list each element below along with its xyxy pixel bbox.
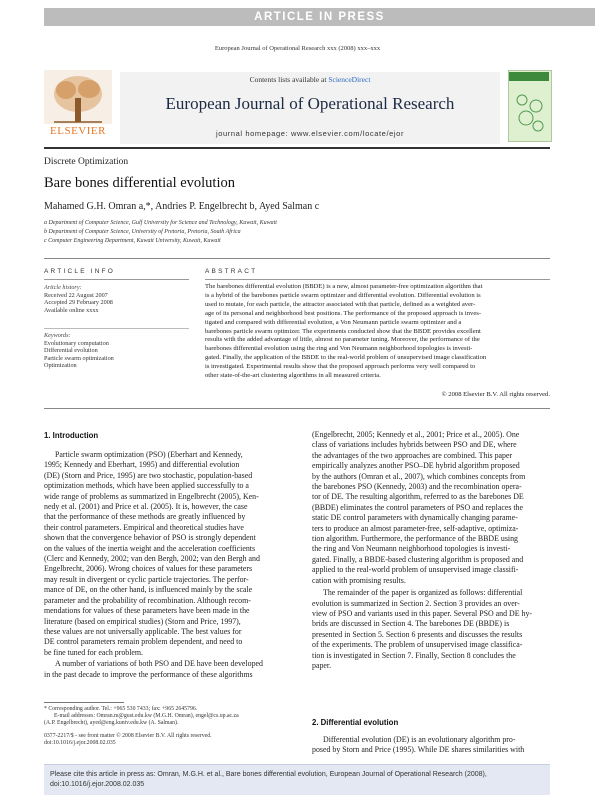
intro-line: in the past decade to improve the performance of these algorithms (44, 669, 253, 679)
abstract-line: barebones particle swarm optimizer. The experiments conducted show that the BBDE provides excellent (205, 327, 481, 335)
abstract-line: other state-of-the-art clustering algorithms in all measured criteria. (205, 372, 381, 380)
right-line: paper. (312, 660, 332, 670)
right-line: the barebones PSO (Kennedy, 2003) and the recombination opera- (312, 482, 522, 492)
email-addresses-cont: (A.P. Engelbrecht), ayed@eng.kuniv.edu.kw (A. Salman). (44, 720, 179, 727)
intro-line: shown that the convergence behavior of PSO is strongly dependent (44, 533, 256, 543)
abstract-line: used to mutate, for each particle, the attractor associated with that particle, defined as a weighted aver- (205, 300, 476, 308)
right-line: evolution is summarized in Section 2. Section 3 provides an over- (312, 598, 520, 608)
history-label: Article history: (44, 284, 82, 291)
citation-doi[interactable]: doi:10.1016/j.ejor.2008.02.035 (50, 781, 145, 788)
intro-line: that the performance of these methods are greatly influenced by (44, 512, 246, 522)
citation-line: Please cite this article in press as: Omran, M.G.H. et al., Bare bones differential evolution, European Journal of Operational Research (2008), (50, 771, 487, 778)
abstract-line: gated. Finally, the application of the BBDE to the real-world problem of unsupervised image classification (205, 354, 487, 362)
affiliation-a: a Department of Computer Science, Gulf University for Science and Technology, Kuwait, Kuwait (44, 220, 277, 226)
right-line: brids are discussed in Section 4. The barebones DE (BBDE) is (312, 619, 510, 629)
intro-line: mance of DE, on the other hand, is influenced mainly by the scale (44, 585, 253, 595)
keywords-rule (44, 328, 189, 329)
abstract-line: is a hybrid of the barebones particle swarm optimizer and differential evolution. Differential evolution is (205, 291, 481, 299)
right-line: cation with promising results. (312, 575, 406, 585)
right-line: empirically analyzes another PSO–DE hybrid algorithm proposed (312, 461, 520, 471)
paper-title: Bare bones differential evolution (44, 175, 235, 191)
right-line: tion algorithm. Furthermore, the performance of the BBDE using (312, 534, 518, 544)
footnote-rule (44, 702, 124, 703)
right-line: static DE control parameters with dynamically changing parame- (312, 513, 518, 523)
intro-line: on the values of the inertia weight and the acceleration coefficients (44, 543, 256, 553)
abstract-line: results with the added advantage of little, almost no parameter tuning. Moreover, the performance of the (205, 336, 480, 344)
keywords-block (44, 332, 114, 370)
copyright-notice: © 2008 Elsevier B.V. All rights reserved. (441, 391, 550, 398)
right-line: tion is investigated in Section 7. Finally, Section 8 concludes the (312, 650, 516, 660)
introduction-heading: 1. Introduction (44, 431, 99, 440)
differential-evolution-heading: 2. Differential evolution (312, 718, 399, 727)
article-info-heading: ARTICLE INFO (44, 268, 116, 275)
sciencedirect-link[interactable]: ScienceDirect (328, 75, 371, 84)
right-line: tor of DE. The resulting algorithm, referred to as the barebones DE (312, 492, 524, 502)
intro-line: parameter and the probability of recombination. Although recom- (44, 595, 251, 605)
right-line: (BBDE) eliminates the control parameters of PSO and replaces the (312, 502, 524, 512)
intro-line: wide range of problems as summarized in Engelbrecht (2005), Ken- (44, 491, 259, 501)
right-line: the ring and Von Neumann neighborhood topologies is investi- (312, 544, 511, 554)
intro-line: 1995; Kennedy and Eberhart, 1995) and differential evolution (44, 460, 240, 470)
intro-line: (DE) (Storn and Price, 1995) are two stochastic, population-based (44, 470, 253, 480)
intro-line: be fine tuned for each problem. (44, 647, 144, 657)
right-line: of the experiments. The problem of unsupervised image classifica- (312, 640, 523, 650)
intro-line: optimization methods, which have been applied successfully to a (44, 481, 249, 491)
contents-line (120, 75, 500, 84)
journal-cover-pattern-icon (512, 88, 546, 136)
keyword-item: Optimization (44, 362, 77, 369)
citation-box (44, 764, 550, 795)
history-accepted: Accepted 29 February 2008 (44, 299, 113, 306)
abstract-line: is investigated. Experimental results show that the proposed approach performs very well compared to (205, 363, 476, 371)
intro-line: literature (based on empirical studies) (Storn and Price, 1997), (44, 616, 241, 626)
intro-line: Particle swarm optimization (PSO) (Eberhart and Kennedy, (55, 450, 243, 459)
right-line: gated. Finally, a BBDE-based clustering algorithm is proposed and (312, 554, 524, 564)
abstract-line: tigated and compared with differential evolution, a Von Neumann particle swarm optimizer and a (205, 318, 462, 326)
affiliation-b: b Department of Computer Science, University of Pretoria, Pretoria, South Africa (44, 229, 241, 235)
doi-line[interactable]: doi:10.1016/j.ejor.2008.02.035 (44, 739, 116, 746)
abstract-line: age of its personal and neighborhood best positions. The performance of the proposed approach is inves- (205, 309, 482, 317)
abstract-text (205, 283, 550, 381)
keyword-item: Evolutionary computation (44, 339, 109, 347)
footnotes (44, 706, 294, 747)
intro-line: (Clerc and Kennedy, 2002; van den Bergh, 2002; van den Bergh and (44, 554, 260, 564)
header-rule (44, 147, 550, 149)
intro-line: Engelbrecht, 2006). Wrong choices of values for these parameters (44, 564, 253, 574)
keyword-item: Particle swarm optimization (44, 354, 114, 362)
intro-line: their control parameters. Empirical and theoretical studies have (44, 522, 244, 532)
intro-line: A number of variations of both PSO and DE have been developed (55, 659, 263, 669)
intro-line: DE control parameters remain problem dependent, and need to (44, 637, 243, 647)
intro-line: these values are not universally applicable. The best values for (44, 626, 242, 636)
right-line: the advantages of the two approaches are combined. This paper (312, 450, 513, 460)
differential-evolution-body (312, 735, 550, 756)
keywords-label: Keywords: (44, 332, 71, 339)
abstract-line: The barebones differential evolution (BBDE) is a new, almost parameter-free optimization algorithm that (205, 283, 483, 290)
history-received: Received 22 August 2007 (44, 291, 108, 299)
email-addresses: E-mail addresses: Omran.m@gust.edu.kw (M.G.H. Omran), engel@cs.up.ac.za (54, 713, 239, 720)
article-history (44, 284, 113, 314)
abstract-rule (205, 279, 550, 280)
article-info-rule (44, 279, 189, 280)
corresponding-author-note: * Corresponding author. Tel.: +965 530 7433; fax: +965 2645796. (44, 706, 198, 712)
right-line: presented in Section 5. Section 6 presents and discusses the results (312, 629, 523, 639)
journal-cover-band (509, 72, 549, 81)
abstract-heading: ABSTRACT (205, 268, 258, 275)
right-line: by the authors (Omran et al., 2007), which combines concepts from (312, 471, 526, 481)
citation-text (44, 765, 550, 790)
issn-line: 0377-2217/$ - see front matter © 2008 Elsevier B.V. All rights reserved. (44, 732, 212, 739)
section-label: Discrete Optimization (44, 157, 129, 167)
issue-line: European Journal of Operational Research xxx (2008) xxx–xxx (214, 45, 381, 52)
right-line: Differential evolution (DE) is an evolutionary algorithm pro- (323, 735, 516, 744)
elsevier-wordmark: ELSEVIER (50, 125, 106, 137)
abstract-bottom-rule (44, 408, 550, 409)
keyword-item: Differential evolution (44, 347, 98, 354)
author-list: Mahamed G.H. Omran a,*, Andries P. Engelbrecht b, Ayed Salman c (44, 201, 320, 212)
intro-line: mendations for values of these parameters have been made in the (44, 606, 250, 616)
affiliation-c: c Computer Engineering Department, Kuwait University, Kuwait, Kuwait (44, 238, 221, 244)
right-line: posed by Storn and Price (1995). While DE shares similarities with (312, 745, 525, 755)
right-column-body (312, 430, 550, 671)
right-line: (Engelbrecht, 2005; Kennedy et al., 2001; Price et al., 2005). One (312, 430, 520, 439)
title-rule (44, 258, 550, 259)
introduction-body (44, 450, 294, 680)
journal-homepage[interactable]: journal homepage: www.elsevier.com/locate/ejor (215, 129, 405, 138)
article-in-press-banner: ARTICLE IN PRESS (44, 8, 595, 26)
right-line: applied to the real-world problem of unsupervised image classifi- (312, 565, 519, 575)
right-line: class of variations includes hybrids between PSO and DE, where (312, 440, 517, 450)
right-line: ters to produce an almost parameter-free, self-adaptive, optimiza- (312, 523, 519, 533)
intro-line: nedy et al. (2001) and Price et al. (2005). It is, however, the case (44, 502, 248, 512)
journal-title: European Journal of Operational Research (165, 94, 455, 113)
right-line: The remainder of the paper is organized as follows: differential (323, 588, 523, 598)
intro-line: may result in divergent or cyclic particle trajectories. The perfor- (44, 574, 249, 584)
contents-prefix: Contents lists available at (249, 75, 329, 84)
right-line: view of PSO and variants used in this paper. Several PSO and DE hy- (312, 608, 533, 618)
history-online: Available online xxxx (44, 306, 99, 314)
abstract-line: barebones differential evolution using the ring and Von Neumann neighborhood topologies is investi- (205, 345, 473, 353)
